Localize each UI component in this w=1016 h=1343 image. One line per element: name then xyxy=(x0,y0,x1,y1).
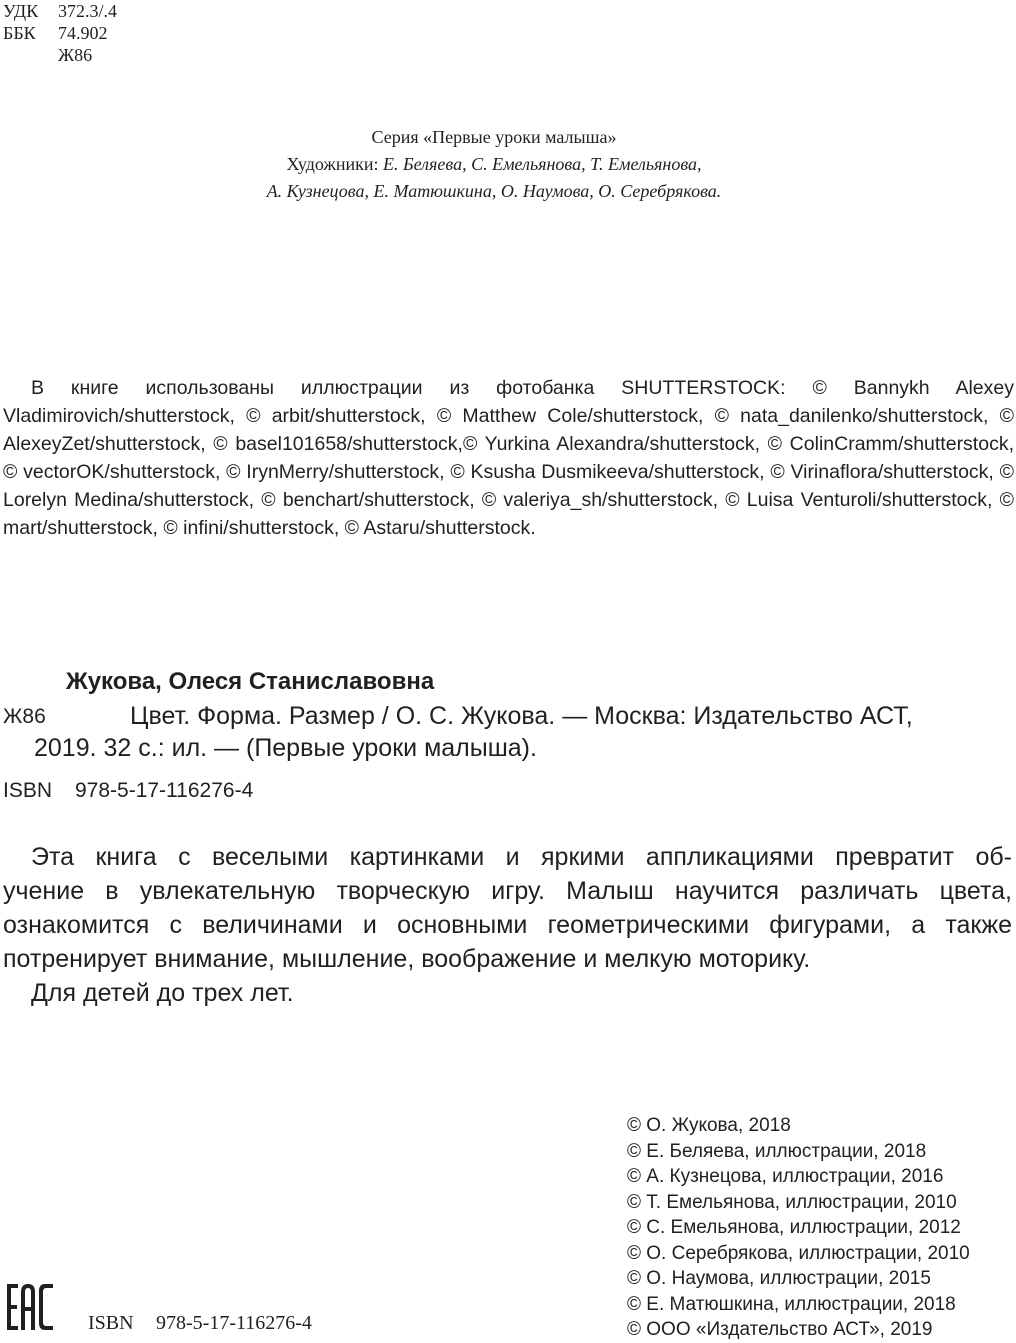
photo-credits xyxy=(3,374,1014,542)
eac-mark-icon xyxy=(6,1282,54,1332)
annotation-line-3: ознакомится с величинами и основными геометрическими фигурами, а также xyxy=(3,911,1012,939)
classification-block xyxy=(3,0,117,66)
series-block xyxy=(0,124,988,205)
footer-isbn-value: 978-5-17-116276-4 xyxy=(156,1312,312,1334)
annotation-line-1: Эта книга с веселыми картинками и яркими аппликациями превратит об- xyxy=(31,843,1012,871)
footer-isbn-label: ISBN xyxy=(88,1312,134,1334)
annotation xyxy=(3,840,1012,976)
copyright-line: © Е. Беляева, иллюстрации, 2018 xyxy=(627,1140,927,1162)
artists-names-1: Е. Беляева, С. Емельянова, Т. Емельянова, xyxy=(383,154,702,174)
udk-label: УДК xyxy=(3,1,39,21)
photo-credits-text: В книге использованы иллюстрации из фотобанка SHUTTERSTOCK: © Bannykh Alexey Vladimirovich/shutterstock, © arbit/shutterstock, © Matthew Cole/shutterstock, © nata_danilenko/shutterstock, © AlexeyZet/shutterstock, © basel101658/shutterstock,© Yurkina Alexandra/shutterstock, © ColinCramm/shutterstock, © vectorOK/shutterstock, © IrynMerry/shutterstock, © Ksusha Dusmikeeva/shutterstock, © Virinaflora/shutterstock, © Lorelyn Medina/shutterstock, © benchart/shutterstock, © valeriya_sh/shutterstock, © Luisa Venturoli/shutterstock, © mart/shutterstock, © infini/shutterstock, © Astaru/shutterstock. xyxy=(3,377,1014,539)
bbk-value: 74.902 xyxy=(58,23,108,43)
bbk-label: ББК xyxy=(3,23,36,43)
copyright-line: © Т. Емельянова, иллюстрации, 2010 xyxy=(627,1191,957,1213)
author-mark: Ж86 xyxy=(58,45,93,65)
title-line-1: Цвет. Форма. Размер / О. С. Жукова. — Москва: Издательство АСТ, xyxy=(130,702,913,730)
isbn-value: 978-5-17-116276-4 xyxy=(75,779,254,802)
artists-label: Художники: xyxy=(286,154,379,174)
series-title: Серия «Первые уроки малыша» xyxy=(371,127,617,147)
copyright-line: © ООО «Издательство АСТ», 2019 xyxy=(627,1319,933,1340)
footer-isbn xyxy=(88,1310,312,1336)
isbn-record xyxy=(3,778,253,804)
copyright-line: © Е. Матюшкина, иллюстрации, 2018 xyxy=(627,1293,956,1315)
artists-line xyxy=(0,151,988,178)
bbk-row xyxy=(3,22,117,44)
udk-row xyxy=(3,0,117,22)
audience-note: Для детей до трех лет. xyxy=(31,979,294,1007)
annotation-line-4: потренирует внимание, мышление, воображение и мелкую моторику. xyxy=(3,945,811,973)
annotation-line-2: учение в увлекательную творческую игру. Малыш научится различать цвета, xyxy=(3,877,1012,905)
copyright-line: © О. Наумова, иллюстрации, 2015 xyxy=(627,1268,931,1289)
isbn-label: ISBN xyxy=(3,779,53,802)
udk-value: 372.3/.4 xyxy=(58,1,118,21)
copyright-line: © А. Кузнецова, иллюстрации, 2016 xyxy=(627,1166,944,1187)
copyright-line: © С. Емельянова, иллюстрации, 2012 xyxy=(627,1217,961,1238)
author-heading: Жукова, Олеся Станиславовна xyxy=(66,668,435,695)
copyright-line: © О. Жукова, 2018 xyxy=(627,1115,791,1136)
copyright-list xyxy=(627,1113,970,1343)
artists-line-2 xyxy=(0,178,988,205)
artists-names-2: А. Кузнецова, Е. Матюшкина, О. Наумова, О. Серебрякова. xyxy=(266,181,722,201)
book-code: Ж86 xyxy=(3,705,46,728)
copyright-line: © О. Серебрякова, иллюстрации, 2010 xyxy=(627,1242,970,1264)
author-mark-row xyxy=(3,44,117,66)
title-line-2: 2019. 32 с.: ил. — (Первые уроки малыша). xyxy=(34,734,537,762)
